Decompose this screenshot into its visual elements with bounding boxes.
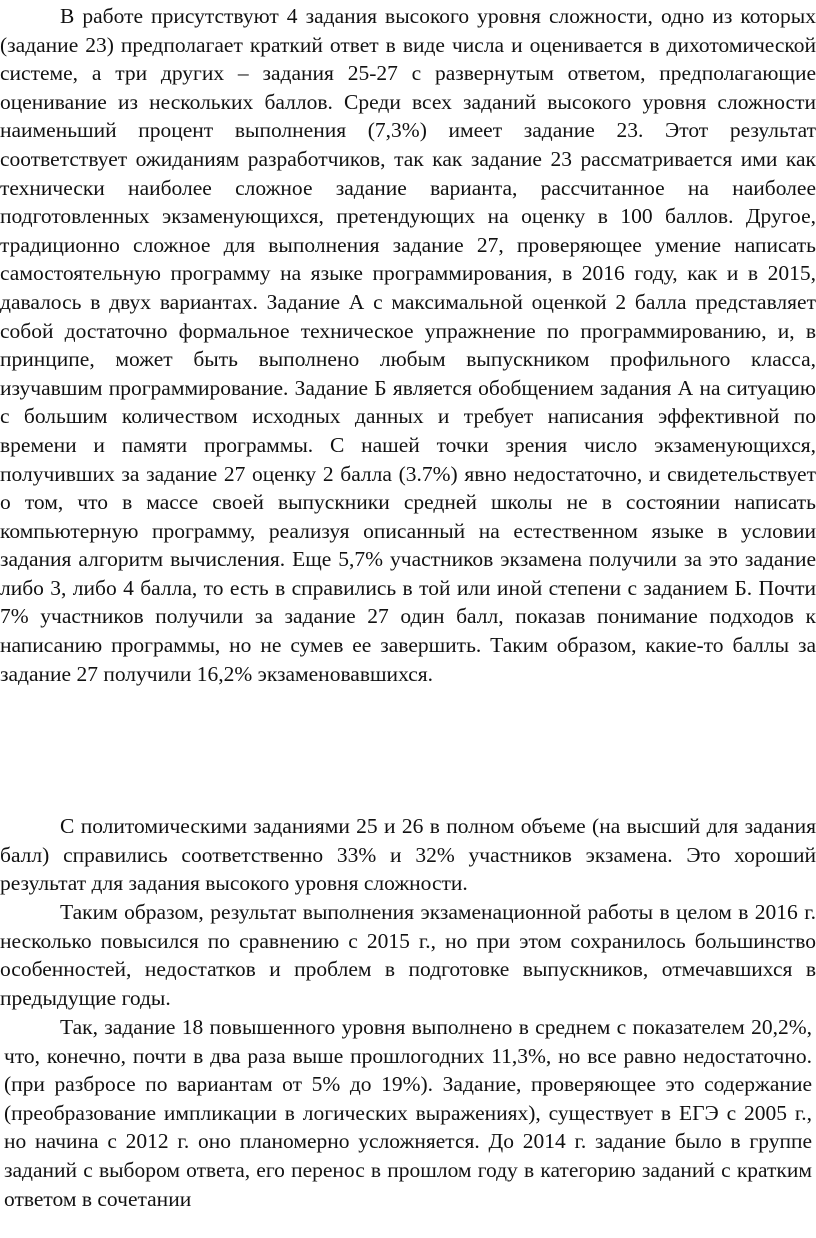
paragraph-overall-result: Таким образом, результат выполнения экзаменационной работы в целом в 2016 г. несколько повысился по сравнению с 2015 г., но при этом сохранилось большинство особенностей, недостатков и проблем в подготовке выпускников, отмечавшихся в предыдущие годы. xyxy=(0,900,816,1010)
paragraph-task-18: Так, задание 18 повышенного уровня выполнено в среднем с показателем 20,2%, что, конечно, почти в два раза выше прошлогодних 11,3%, но все равно недостаточно. (при разбросе по вариантам от 5% до 19%). Задание, проверяющее это содержание (преобразование импликации в логических выражениях), существует в ЕГЭ с 2005 г., но начина с 2012 г. оно планомерно усложняется. До 2014 г. задание было в группе заданий с выбором ответа, его перенос в прошлом году в категорию заданий с кратким ответом в сочетании xyxy=(4,1015,812,1211)
paragraph-high-difficulty-tasks: В работе присутствуют 4 задания высокого уровня сложности, одно из которых (задание 23) предполагает краткий ответ в виде числа и оценивается в дихотомической системе, а три других – задания 25-27 с развернутым ответом, предполагающие оценивание из нескольких баллов. Среди всех заданий высокого уровня сложности наименьший процент выполнения (7,3%) имеет задание 23. Этот результат соответствует ожиданиям разработчиков, так как задание 23 рассматривается ими как технически наиболее сложное задание варианта, рассчитанное на наиболее подготовленных экзаменующихся, претендующих на оценку в 100 баллов. Другое, традиционно сложное для выполнения задание 27, проверяющее умение написать самостоятельную программу на языке программирования, в 2016 году, как и в 2015, давалось в двух вариантах. Задание А с максимальной оценкой 2 балла представляет собой достаточно формальное техническое упражнение по программированию, и, в принципе, может быть выполнено любым выпускником профильного класса, изучавшим программирование. Задание Б является обобщением задания А на ситуацию с большим количеством исходных данных и требует написания эффективной по времени и памяти программы. С нашей точки зрения число экзаменующихся, получивших за задание 27 оценку 2 балла (3.7%) явно недостаточно, и свидетельствует о том, что в массе своей выпускники средней школы не в состоянии написать компьютерную программу, реализуя описанный на естественном языке в условии задания алгоритм вычисления. Еще 5,7% участников экзамена получили за это задание либо 3, либо 4 балла, то есть в справились в той или иной степени с заданием Б. Почти 7% участников получили за задание 27 один балл, показав понимание подходов к написанию программы, но не сумев ее завершить. Таким образом, какие-то баллы за задание 27 получили 16,2% экзаменовавшихся. xyxy=(0,4,816,686)
paragraph-polytomous-tasks: С политомическими заданиями 25 и 26 в полном объеме (на высший для задания балл) справились соответственно 33% и 32% участников экзамена. Это хороший результат для задания высокого уровня сложности. xyxy=(0,814,816,896)
